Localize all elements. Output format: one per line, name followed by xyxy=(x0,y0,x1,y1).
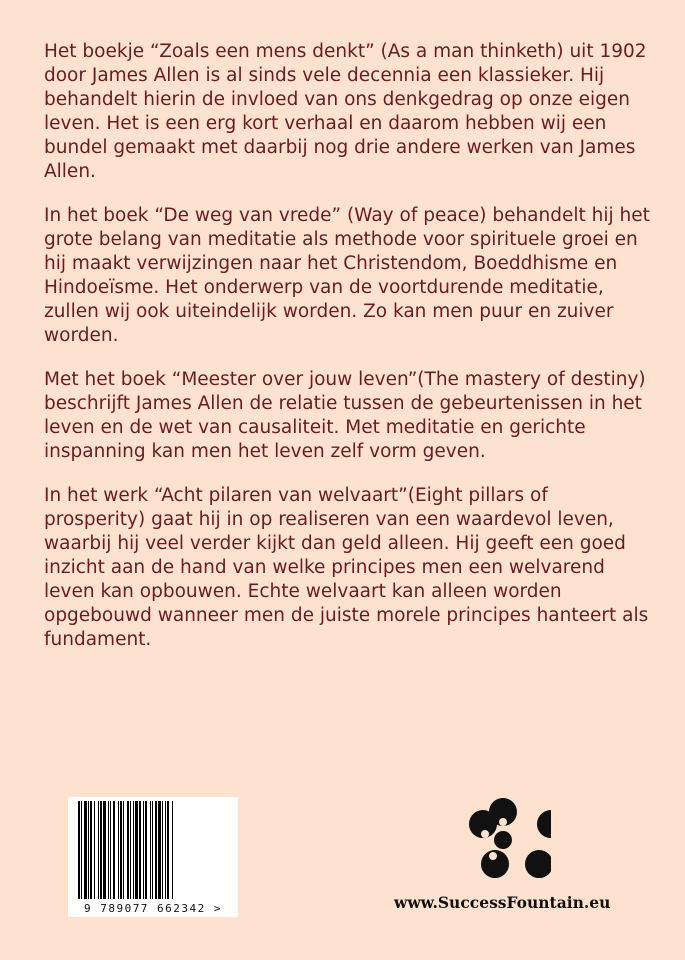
paragraph-4: In het werk “Acht pilaren van welvaart”(Eight pillars of prosperity) gaat hij in op realiseren van een waardevol leven, waarbij hij veel verder kijkt dan geld alleen. Hij geeft een goed inzicht aan de hand van welke principes men een welvarend leven kan opbouwen. Echte welvaart kan alleen worden opgebouwd wanneer men de juiste morele principes hanteert als fundament. xyxy=(44,485,649,650)
barcode-bar xyxy=(133,801,134,899)
barcode-bar xyxy=(139,801,141,899)
barcode-bar xyxy=(162,801,163,899)
barcode-bar xyxy=(100,801,102,899)
back-cover-text xyxy=(44,40,654,672)
barcode-bar xyxy=(98,801,99,899)
barcode-bar xyxy=(172,801,173,899)
barcode-bar xyxy=(108,801,109,899)
barcode-bar xyxy=(155,801,157,899)
barcode-bar xyxy=(150,801,151,899)
barcode xyxy=(68,797,238,917)
barcode-bar xyxy=(113,801,115,899)
barcode-bar xyxy=(123,801,124,899)
barcode-bar xyxy=(118,801,119,899)
paragraph-2: In het boek “De weg van vrede” (Way of peace) behandelt hij het grote belang van meditatie als methode voor spirituele groei en hij maakt verwijzingen naar het Christendom, Boeddhisme en Hindoeïsme. Het onderwerp van de voortdurende meditatie, zullen wij ook uiteindelijk worden. Zo kan men puur en zuiver worden. xyxy=(44,205,650,346)
flower-logo-icon xyxy=(455,790,551,882)
barcode-bar xyxy=(145,801,147,899)
barcode-bar xyxy=(158,801,161,899)
isbn-number: 9 789077 662342 > xyxy=(83,902,223,915)
barcode-bar xyxy=(143,801,144,899)
barcode-bar xyxy=(135,801,138,899)
barcode-bar xyxy=(103,801,106,899)
barcode-bar xyxy=(81,801,82,899)
barcode-bar xyxy=(130,801,131,899)
barcode-bar xyxy=(90,801,92,899)
barcode-bar xyxy=(165,801,166,899)
paragraph-1: Het boekje “Zoals een mens denkt” (As a man thinketh) uit 1902 door James Allen is al sinds vele decennia een klassieker. Hij behandelt hierin de invloed van ons denkgedrag op onze eigen leven. Het is een erg kort verhaal en daarom hebben wij een bundel gemaakt met daarbij nog drie andere werken van James Allen. xyxy=(44,41,647,182)
barcode-bar xyxy=(84,801,87,899)
barcode-bar xyxy=(167,801,169,899)
barcode-bar xyxy=(120,801,122,899)
publisher-url[interactable]: www.SuccessFountain.eu xyxy=(394,893,611,912)
barcode-bar xyxy=(127,801,129,899)
paragraph-3: Met het boek “Meester over jouw leven”(The mastery of destiny) beschrijft James Allen de relatie tussen de gebeurtenissen in het leven en de wet van causaliteit. Met meditatie en gerichte inspanning kan men het leven zelf vorm geven. xyxy=(44,369,646,462)
barcode-bars xyxy=(68,797,238,902)
barcode-bar xyxy=(152,801,153,899)
barcode-bar xyxy=(94,801,95,899)
barcode-bar xyxy=(78,801,80,899)
barcode-bar xyxy=(110,801,111,899)
barcode-bar xyxy=(88,801,89,899)
